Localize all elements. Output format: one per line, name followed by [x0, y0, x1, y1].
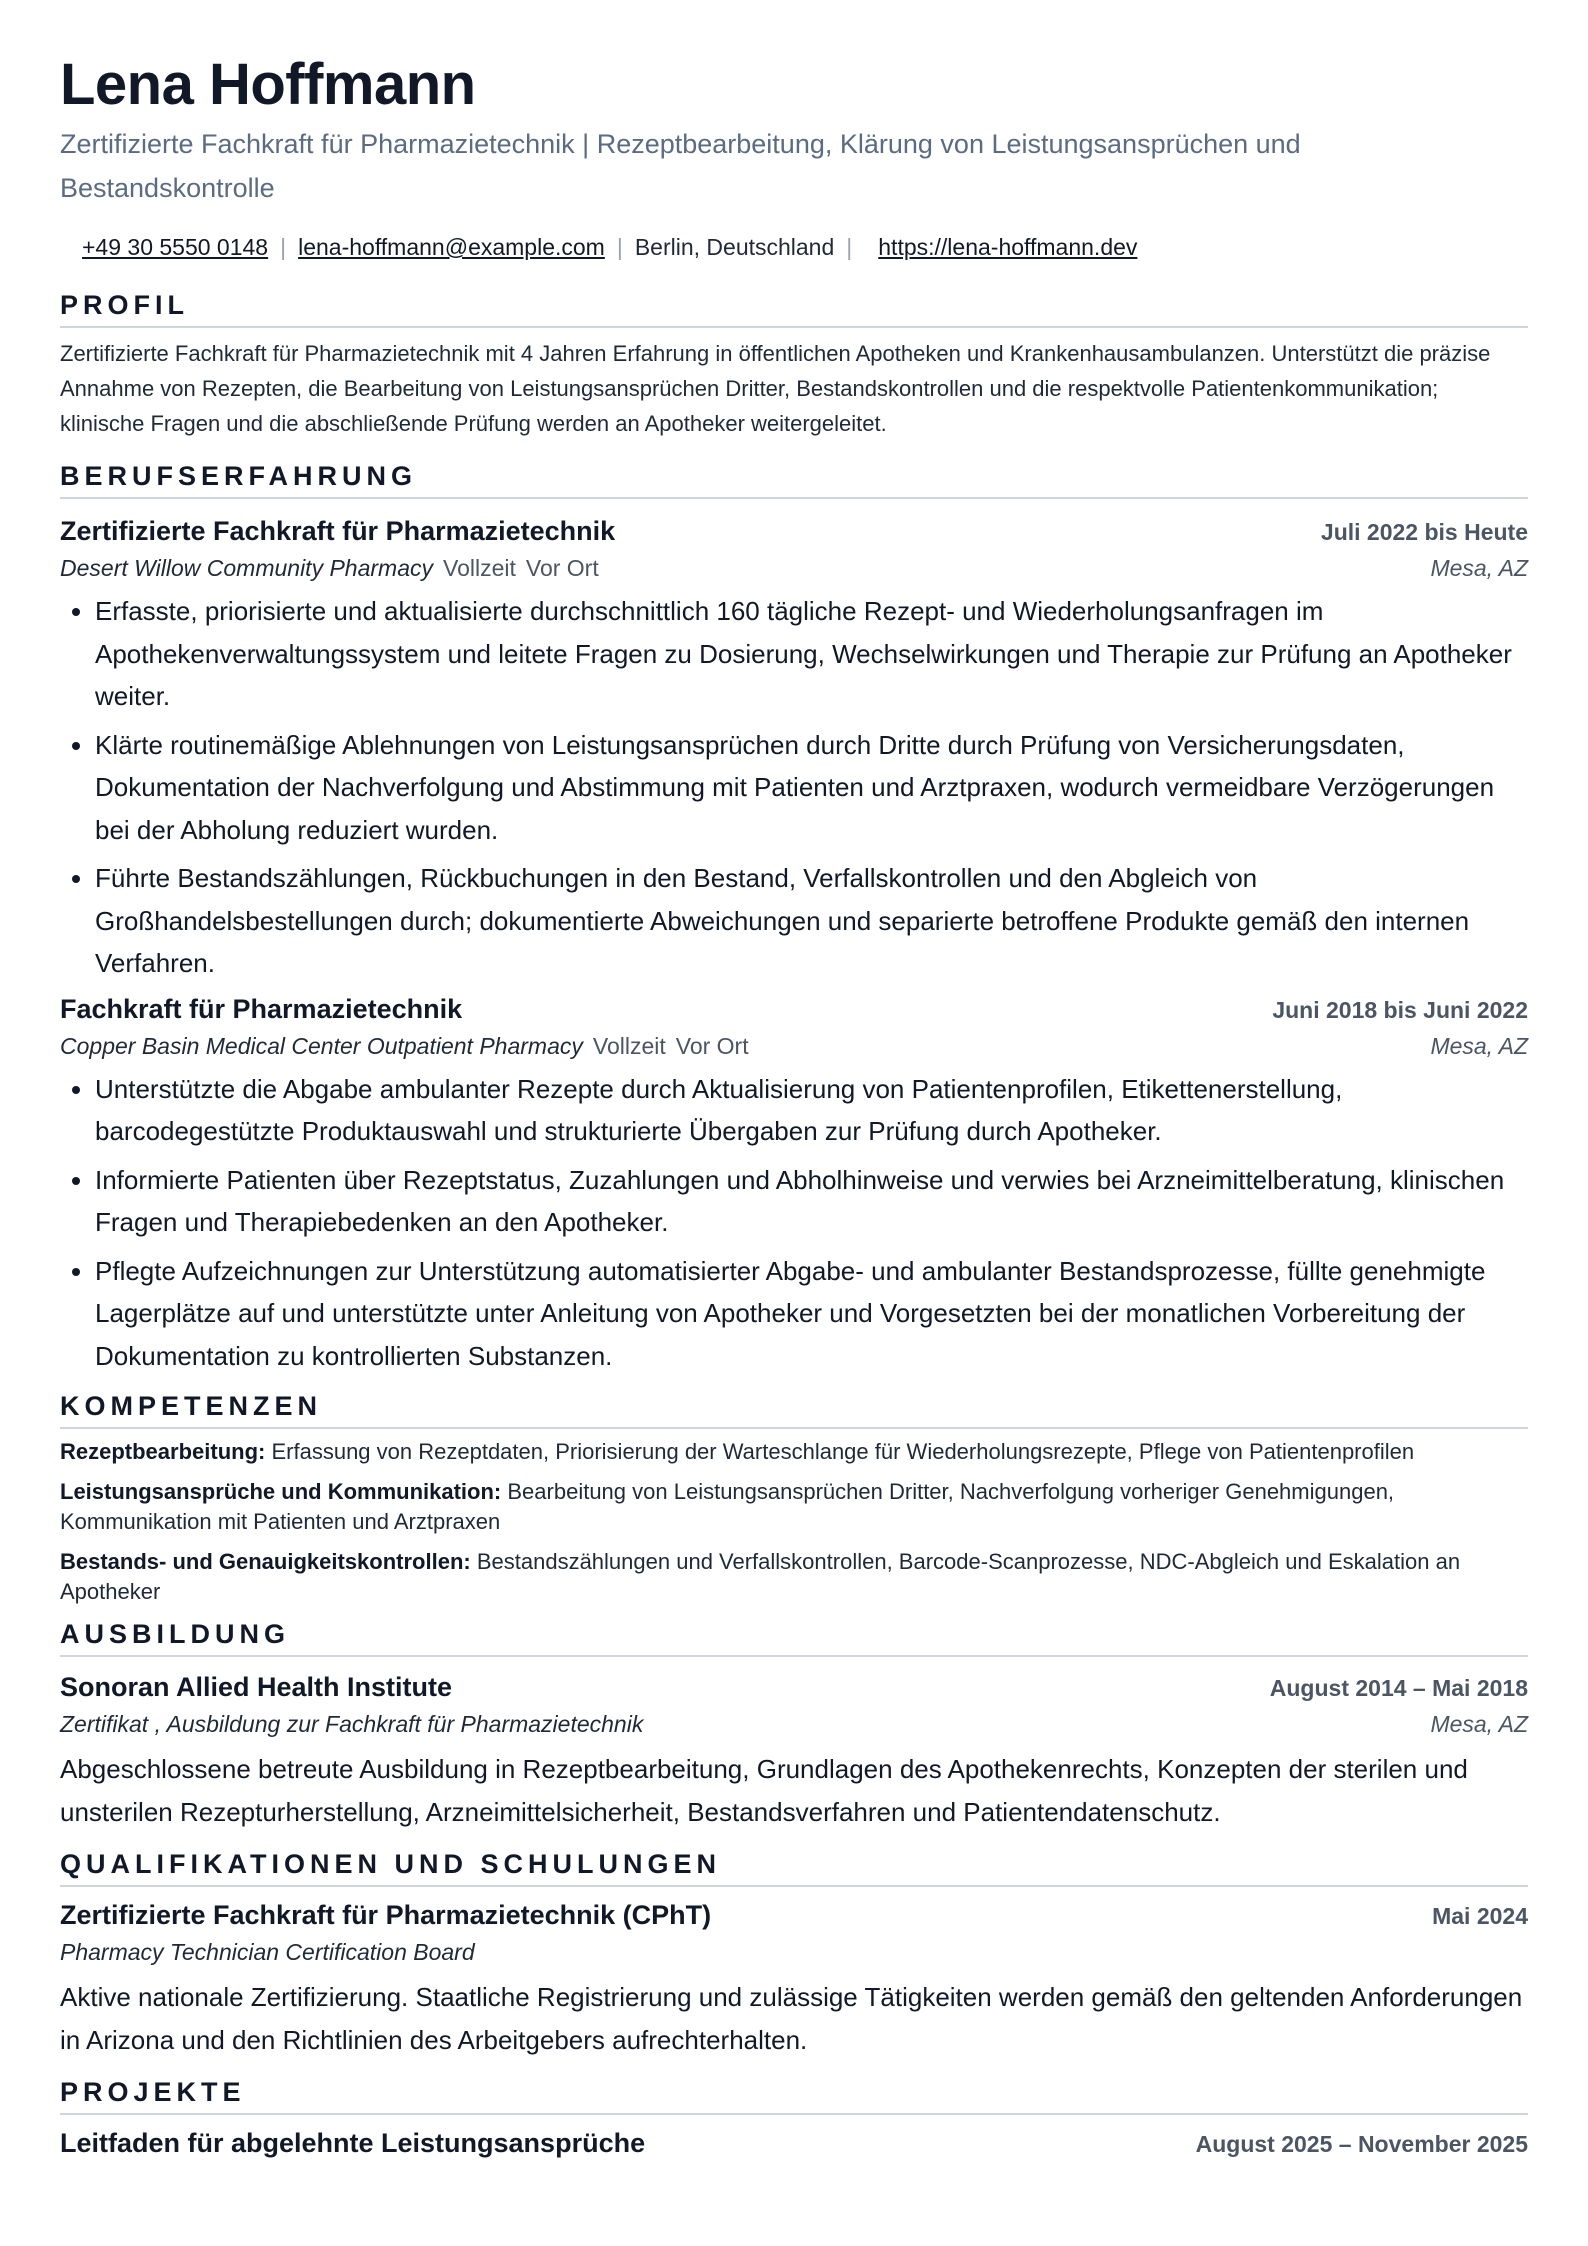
project-header [60, 2125, 1528, 2162]
skills-section [60, 1389, 1528, 1607]
job-date: Juni 2018 bis Juni 2022 [1272, 996, 1528, 1023]
education-section [60, 1617, 1528, 1833]
contact-separator: | [846, 234, 853, 260]
skill-item [60, 1437, 1528, 1467]
education-entry [60, 1669, 1528, 1833]
certification-meta [60, 1934, 1528, 1970]
job-organization: Desert Willow Community Pharmacy [60, 555, 433, 581]
education-school: Sonoran Allied Health Institute [60, 1672, 453, 1702]
job-bullet: • Informierte Patienten über Rezeptstatus, Zuzahlungen und Abholhinweise und verwies bei Arzneimittelberatung, klinischen Fragen und Therapiebedenken an den Apotheker. [95, 1159, 1528, 1244]
skill-text: Bestandszählungen und Verfallskontrollen, Barcode-Scanprozesse, NDC-Abgleich und Eskalation an Apotheker [60, 1549, 1461, 1604]
job-employment-type: Vollzeit [592, 1032, 666, 1059]
job-date: Juli 2022 bis Heute [1320, 519, 1528, 545]
section-title-projects: PROJEKTE [60, 2075, 1528, 2115]
job-bullet: • Unterstützte die Abgabe ambulanter Rezepte durch Aktualisierung von Patientenprofilen, Etikettenerstellung, barcodegestützte Produktauswahl und strukturierte Übergaben zur Prüfung durch Apotheker. [95, 1068, 1528, 1153]
resume-header [60, 52, 1528, 262]
job-bullet: • Erfasste, priorisierte und aktualisierte durchschnittlich 160 tägliche Rezept- und Wiederholungsanfragen im Apothekenverwaltungssystem und leitete Fragen zu Dosierung, Wechselwirkungen und Therapie zur Prüfung an Apotheker weiter. [95, 590, 1528, 718]
certification-header [60, 1897, 1528, 1934]
phone-link[interactable]: +49 30 5550 0148 [82, 234, 269, 260]
contact-separator: | [616, 234, 623, 260]
education-location: Mesa, AZ [1430, 1711, 1528, 1737]
candidate-name: Lena Hoffmann [60, 52, 476, 117]
projects-section [60, 2075, 1528, 2162]
job-entry [60, 991, 1528, 1378]
section-title-experience: BERUFSERFAHRUNG [60, 459, 1528, 499]
section-title-education: AUSBILDUNG [60, 1617, 1528, 1657]
job-bullet: • Pflegte Aufzeichnungen zur Unterstützung automatisierter Abgabe- und ambulanter Bestandsprozesse, füllte genehmigte Lagerplätze auf und unterstützte unter Anleitung von Apotheker und Vorgesetzten bei der monatlichen Vorbereitung der Dokumentation zu kontrollierten Substanzen. [95, 1250, 1528, 1378]
section-title-profile: PROFIL [60, 288, 1528, 328]
skill-item [60, 1477, 1528, 1537]
job-entry [60, 513, 1528, 985]
project-entry [60, 2125, 1528, 2162]
education-header [60, 1669, 1528, 1706]
job-header [60, 991, 1528, 1028]
section-title-certifications: QUALIFIKATIONEN UND SCHULUNGEN [60, 1847, 1528, 1887]
job-meta [60, 550, 1528, 586]
job-location: Mesa, AZ [1430, 555, 1528, 581]
certification-description: Aktive nationale Zertifizierung. Staatliche Registrierung und zulässige Tätigkeiten werden gemäß den geltenden Anforderungen in Arizona und den Richtlinien des Arbeitgebers aufrechterhalten. [60, 1982, 1523, 2055]
job-title: Zertifizierte Fachkraft für Pharmazietechnik [60, 516, 616, 546]
skill-label: Leistungsansprüche und Kommunikation: [60, 1479, 502, 1504]
certification-entry [60, 1897, 1528, 2061]
job-work-mode: Vor Ort [675, 1032, 749, 1059]
job-location: Mesa, AZ [1430, 1032, 1528, 1059]
skills-list [60, 1437, 1528, 1607]
skill-label: Rezeptbearbeitung: [60, 1439, 266, 1464]
section-title-skills: KOMPETENZEN [60, 1389, 1528, 1429]
job-bullets [60, 1068, 1528, 1378]
candidate-headline: Zertifizierte Fachkraft für Pharmazietechnik | Rezeptbearbeitung, Klärung von Leistungsansprüchen und Bestandskontrolle [60, 129, 1301, 203]
contact-line [60, 232, 1528, 262]
education-meta [60, 1706, 1528, 1742]
education-degree: Zertifikat , Ausbildung zur Fachkraft für Pharmazietechnik [60, 1711, 644, 1737]
profile-text: Zertifizierte Fachkraft für Pharmazietechnik mit 4 Jahren Erfahrung in öffentlichen Apotheken und Krankenhausambulanzen. Unterstützt die präzise Annahme von Rezepten, die Bearbeitung von Leistungsansprüchen Dritter, Bestandskontrollen und die respektvolle Patientenkommunikation; klinische Fragen und die abschließende Prüfung werden an Apotheker weitergeleitet. [60, 341, 1491, 436]
skill-item [60, 1547, 1528, 1607]
project-name: Leitfaden für abgelehnte Leistungsansprüche [60, 2128, 646, 2158]
job-header [60, 513, 1528, 550]
contact-location: Berlin, Deutschland [634, 234, 835, 260]
skill-text: Erfassung von Rezeptdaten, Priorisierung der Warteschlange für Wiederholungsrezepte, Pflege von Patientenprofilen [271, 1439, 1415, 1464]
job-employment-type: Vollzeit [443, 555, 516, 581]
education-description: Abgeschlossene betreute Ausbildung in Rezeptbearbeitung, Grundlagen des Apothekenrechts, Konzepten der sterilen und unsterilen Rezepturherstellung, Arzneimittelsicherheit, Bestandsverfahren und Patientendatenschutz. [60, 1754, 1468, 1827]
job-title: Fachkraft für Pharmazietechnik [60, 993, 463, 1024]
job-bullet: • Führte Bestandszählungen, Rückbuchungen in den Bestand, Verfallskontrollen und den Abgleich von Großhandelsbestellungen durch; dokumentierte Abweichungen und separierte betroffene Produkte gemäß den internen Verfahren. [95, 857, 1528, 985]
education-date: August 2014 – Mai 2018 [1269, 1675, 1528, 1701]
job-organization: Copper Basin Medical Center Outpatient Pharmacy [60, 1032, 583, 1059]
experience-section [60, 459, 1528, 1377]
email-link[interactable]: lena-hoffmann@example.com [298, 234, 605, 260]
job-bullet: • Klärte routinemäßige Ablehnungen von Leistungsansprüchen durch Dritte durch Prüfung von Versicherungsdaten, Dokumentation der Nachverfolgung und Abstimmung mit Patienten und Arztpraxen, wodurch vermeidbare Verzögerungen bei der Abholung reduziert wurden. [95, 724, 1528, 852]
project-date: August 2025 – November 2025 [1195, 2131, 1528, 2157]
certifications-section [60, 1847, 1528, 2061]
job-bullets [60, 590, 1528, 985]
job-work-mode: Vor Ort [525, 555, 599, 581]
skill-text: Bearbeitung von Leistungsansprüchen Dritter, Nachverfolgung vorheriger Genehmigungen, Kommunikation mit Patienten und Arztpraxen [60, 1479, 1395, 1534]
contact-separator: | [280, 234, 287, 260]
certification-issuer: Pharmacy Technician Certification Board [60, 1939, 475, 1965]
website-link[interactable]: https://lena-hoffmann.dev [878, 234, 1138, 260]
profile-section [60, 288, 1528, 441]
certification-date: Mai 2024 [1432, 1903, 1528, 1929]
job-meta [60, 1028, 1528, 1064]
certification-name: Zertifizierte Fachkraft für Pharmazietechnik (CPhT) [60, 1900, 712, 1930]
skill-label: Bestands- und Genauigkeitskontrollen: [60, 1549, 471, 1574]
